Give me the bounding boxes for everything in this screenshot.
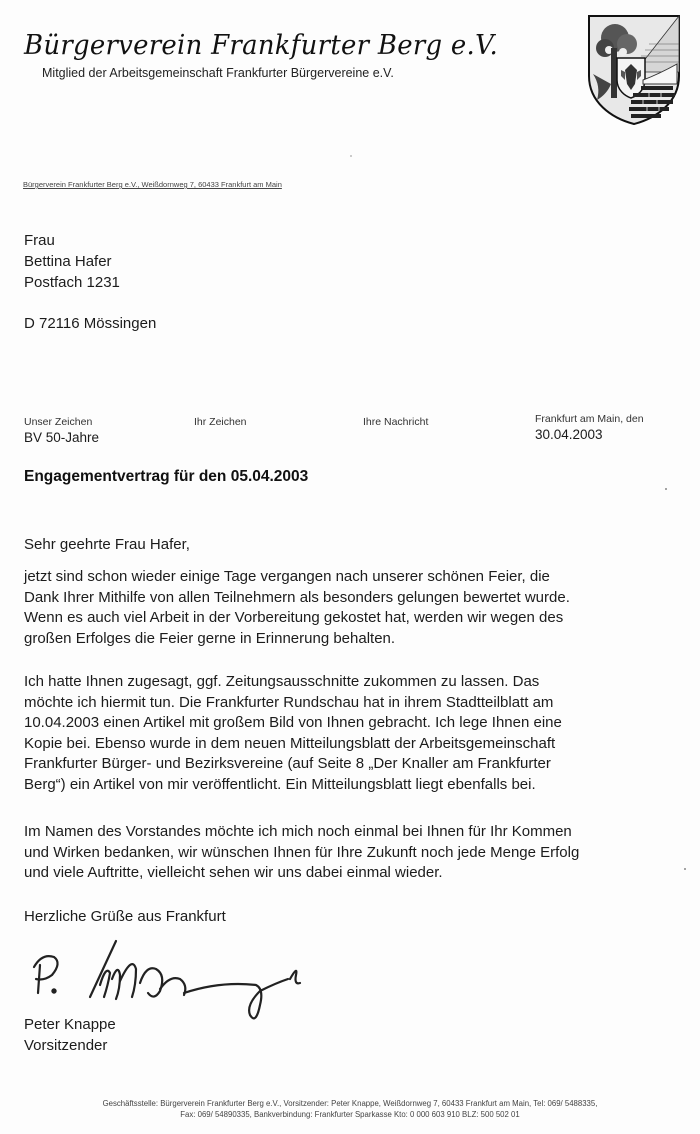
- paragraph-line: Dank Ihrer Mithilfe von allen Teilnehmern als besonders gelungen bewertet wurde.: [24, 588, 570, 606]
- coat-of-arms-icon: [587, 14, 681, 126]
- body-paragraph-1: [24, 567, 694, 649]
- paragraph-line: Kopie bei. Ebenso wurde in dem neuen Mitteilungsblatt der Arbeitsgemeinschaft: [24, 734, 556, 752]
- closing-phrase: Herzliche Grüße aus Frankfurt: [24, 908, 226, 925]
- paragraph-line: großen Erfolges die Feier gerne in Erinnerung behalten.: [24, 629, 396, 647]
- paragraph-line: und Wirken bedanken, wir wünschen Ihnen für Ihre Zukunft noch jede Menge Erfolg: [24, 843, 580, 861]
- recipient-street: Postfach 1231: [24, 274, 120, 291]
- paragraph-line: Wenn es auch viel Arbeit in der Vorbereitung gekostet hat, werden wir wegen des: [24, 609, 564, 626]
- scan-artifact: [684, 868, 686, 870]
- letter-footer: [0, 1098, 700, 1120]
- paragraph-line: und viele Auftritte, vielleicht sehen wir uns dabei einmal wieder.: [24, 864, 443, 881]
- recipient-address: [24, 230, 156, 334]
- our-reference-label: Unser Zeichen: [24, 416, 93, 428]
- your-message: [363, 416, 428, 428]
- salutation: Sehr geehrte Frau Hafer,: [24, 536, 190, 553]
- your-reference-label: Ihr Zeichen: [194, 416, 247, 428]
- recipient-city: D 72116 Mössingen: [24, 315, 157, 332]
- paragraph-line: jetzt sind schon wieder einige Tage vergangen nach unserer schönen Feier, die: [24, 568, 550, 585]
- your-reference: [194, 416, 247, 428]
- scan-artifact: [665, 488, 667, 490]
- sender-return-address: Bürgerverein Frankfurter Berg e.V., Weißdornweg 7, 60433 Frankfurt am Main: [23, 180, 282, 189]
- recipient-name: Bettina Hafer: [24, 253, 112, 270]
- place-and-date: [535, 413, 644, 442]
- paragraph-line: Berg“) ein Artikel von mir veröffentlicht. Ein Mitteilungsblatt liegt ebenfalls bei.: [24, 775, 536, 793]
- paragraph-line: möchte ich hiermit tun. Die Frankfurter Rundschau hat in ihrem Stadtteilblatt am: [24, 693, 554, 711]
- body-paragraph-3: [24, 822, 694, 884]
- recipient-title: Frau: [24, 232, 55, 249]
- signer-name: Peter Knappe: [24, 1016, 116, 1033]
- signer-role: Vorsitzender: [24, 1037, 108, 1054]
- our-reference-value: BV 50-Jahre: [24, 430, 100, 445]
- paragraph-line: Ich hatte Ihnen zugesagt, ggf. Zeitungsausschnitte zukommen zu lassen. Das: [24, 673, 540, 690]
- organization-name: Bürgerverein Frankfurter Berg e.V.: [24, 30, 499, 61]
- footer-line-1: Geschäftsstelle: Bürgerverein Frankfurter Berg e.V., Vorsitzender: Peter Knappe, Weißdornweg 7, 60433 Frankfurt am Main, Tel: 069/ 5488335,: [102, 1099, 598, 1108]
- place-label: Frankfurt am Main, den: [535, 413, 644, 425]
- letter-date: 30.04.2003: [535, 427, 603, 442]
- scan-artifact: [350, 155, 352, 157]
- letter-subject: Engagementvertrag für den 05.04.2003: [24, 468, 309, 485]
- footer-line-2: Fax: 069/ 54890335, Bankverbindung: Frankfurter Sparkasse Kto: 0 000 603 910 BLZ: 500 502 01: [180, 1110, 520, 1119]
- paragraph-line: Frankfurter Bürger- und Bezirksvereine (auf Seite 8 „Der Knaller am Frankfurter: [24, 755, 551, 772]
- body-paragraph-2: [24, 672, 694, 795]
- paragraph-line: Im Namen des Vorstandes möchte ich mich noch einmal bei Ihnen für Ihr Kommen: [24, 823, 572, 840]
- paragraph-line: 10.04.2003 einen Artikel mit großem Bild von Ihnen gebracht. Ich lege Ihnen eine: [24, 714, 562, 731]
- organization-subtitle: Mitglied der Arbeitsgemeinschaft Frankfurter Bürgervereine e.V.: [42, 66, 394, 80]
- your-message-label: Ihre Nachricht: [363, 416, 429, 428]
- our-reference: [24, 416, 99, 445]
- signer-block: [24, 1014, 116, 1056]
